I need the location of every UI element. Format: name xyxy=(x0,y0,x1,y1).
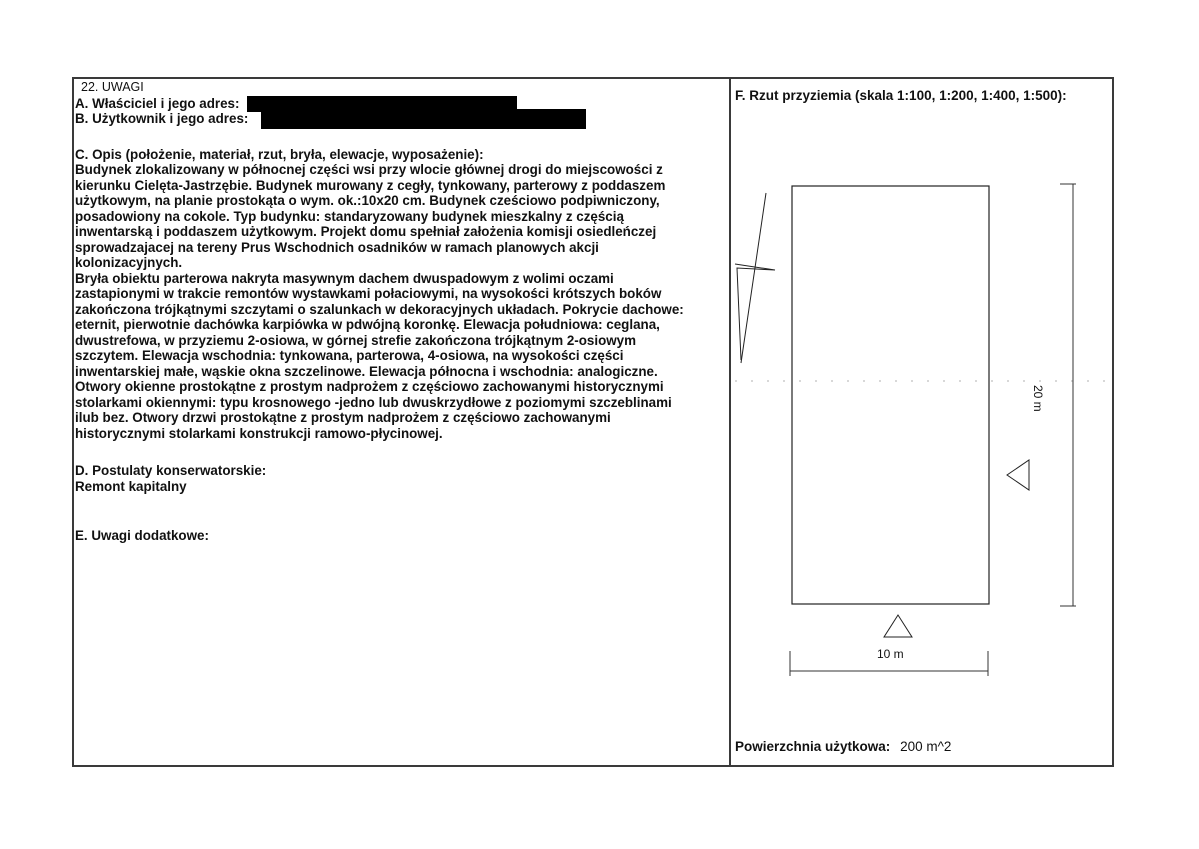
plan-title: F. Rzut przyziemia (skala 1:100, 1:200, 1:400, 1:500): xyxy=(735,88,1067,103)
description-line: inwentarską i poddaszem użytkowym. Projekt domu spełniał założenia komisji osiedleńczej xyxy=(75,224,657,239)
description-line: Otwory okienne prostokątne z prostym nadprożem z częściowo zachowanymi historycznymi xyxy=(75,379,664,394)
description-line: posadowiony na cokole. Typ budynku: standaryzowany budynek mieszkalny z częścią xyxy=(75,208,624,224)
area-label: Powierzchnia użytkowa: xyxy=(735,739,891,754)
section-header: 22. UWAGI xyxy=(81,80,144,94)
description-line: Budynek zlokalizowany w północnej części wsi przy wlocie głównej drogi do miejscowości z xyxy=(75,162,663,177)
entrance-marker-east-icon xyxy=(1007,460,1029,490)
user-label: B. Użytkownik i jego adres: xyxy=(75,111,249,126)
description-line: kierunku Cielęta-Jastrzębie. Budynek murowany z cegły, tynkowany, parterowy z poddaszem xyxy=(75,177,666,193)
owner-label: A. Właściciel i jego adres: xyxy=(75,95,240,111)
description-line: inwentarskiej małe, wąskie okna szczelinowe. Elewacja północna i wschodnia: analogiczne. xyxy=(75,363,658,379)
description-line: eternit, pierwotnie dachówka karpiówka w pdwójną koronkę. Elewacja południowa: ceglana, xyxy=(75,317,660,332)
height-dimension-label: 20 m xyxy=(1031,385,1045,412)
description-line: zastapionymi w trakcie remontów wystawkami połaciowymi, na wysokości krótszych boków xyxy=(75,286,662,301)
description-heading: C. Opis (położenie, materiał, rzut, bryła, elewacje, wyposażenie): xyxy=(75,146,484,162)
description-line: dwustrefowa, w przyziemu 2-osiowa, w górnej strefie zakończona trójkątnym 2-osiowym xyxy=(75,332,637,348)
height-dimension-line xyxy=(1060,184,1076,606)
description-line: Bryła obiektu parterowa nakryta masywnym dachem dwuspadowym z wolimi oczami xyxy=(75,270,614,286)
north-arrow-icon xyxy=(735,193,775,363)
description-line: szczytem. Elewacja wschodnia: tynkowana, parterowa, 4-osiowa, na wysokości części xyxy=(75,348,624,363)
description-line: kolonizacyjnych. xyxy=(75,255,183,270)
entrance-marker-south-icon xyxy=(884,615,912,637)
area-row xyxy=(735,739,951,754)
width-dimension-label: 10 m xyxy=(877,647,904,661)
description-line: ilub bez. Otwory drzwi prostokątne z prostym nadprożem z częściowo zachowanymi xyxy=(75,410,611,425)
description-line: sprowadzajacej na tereny Prus Wschodnich osadników w ramach planowych akcji xyxy=(75,239,599,255)
postulates-heading: D. Postulaty konserwatorskie: xyxy=(75,463,267,478)
description-line: użytkowym, na planie prostokąta o wym. ok.:10x20 cm. Budynek cześciowo podpiwniczony, xyxy=(75,193,660,208)
area-value: 200 m^2 xyxy=(900,739,952,754)
description-line: zakończona trójkątnymi szczytami o szalunkach w dekoracyjnych układach. Pokrycie dachowe: xyxy=(75,301,684,317)
remarks-heading: E. Uwagi dodatkowe: xyxy=(75,528,209,543)
postulates-value: Remont kapitalny xyxy=(75,478,187,494)
description-line: stolarkami okiennymi: typu krosnowego -jedno lub dwuskrzydłowe z poziomymi szczeblinami xyxy=(75,394,672,410)
building-outline xyxy=(792,186,989,604)
description-line: historycznymi stolarkami konstrukcji ramowo-płycinowej. xyxy=(75,425,443,441)
